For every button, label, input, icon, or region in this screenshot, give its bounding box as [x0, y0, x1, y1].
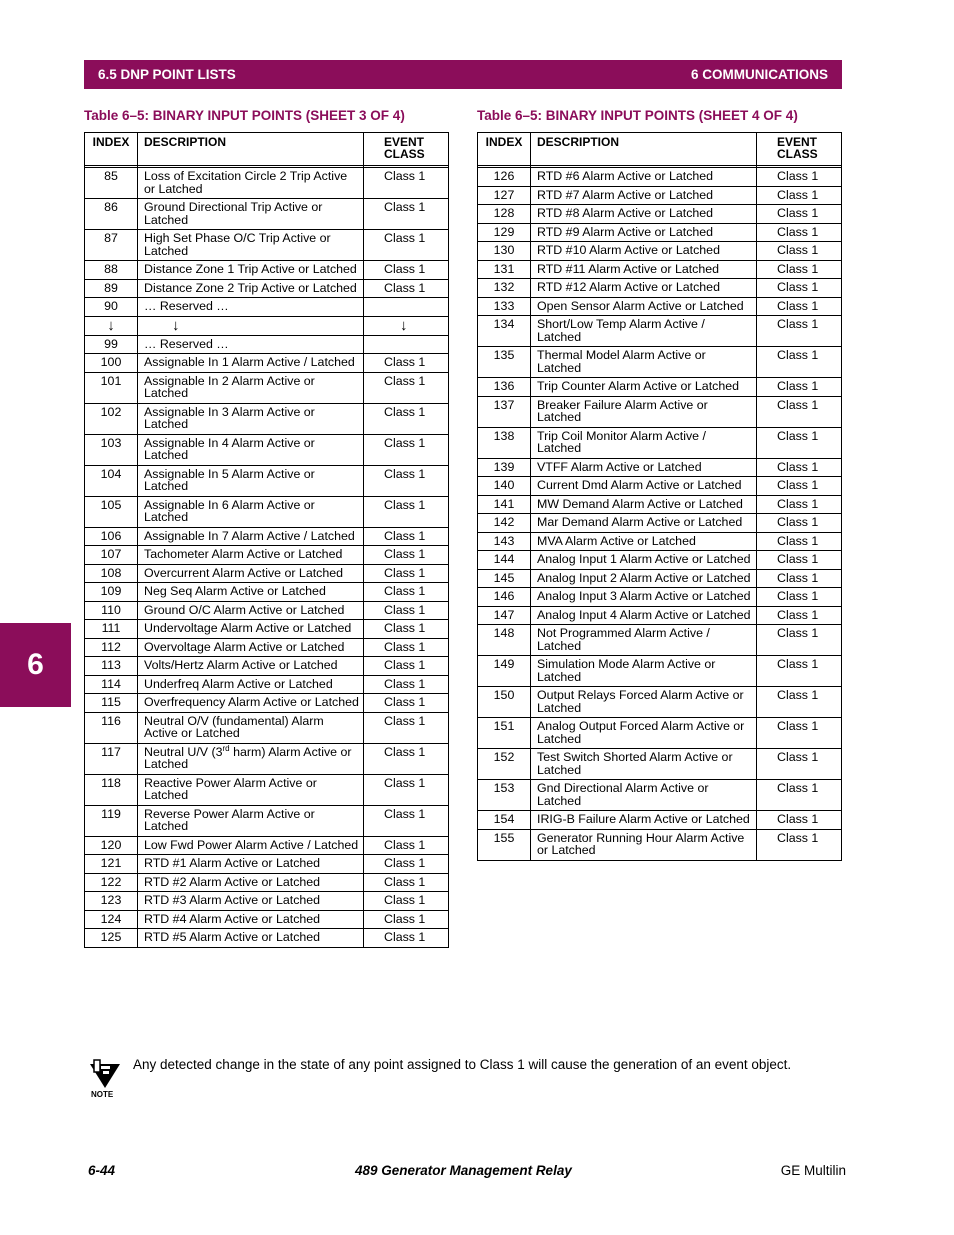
- index-cell: 101: [85, 372, 138, 403]
- description-cell: Trip Coil Monitor Alarm Active / Latched: [531, 427, 757, 458]
- event-class-cell: Class 1: [364, 546, 449, 565]
- index-cell: 150: [478, 687, 531, 718]
- table-row: [85, 564, 449, 583]
- description-cell: RTD #6 Alarm Active or Latched: [531, 168, 757, 187]
- column-header-event-class: EVENT CLASS: [364, 133, 449, 166]
- index-cell: 135: [478, 347, 531, 378]
- note-text: Any detected change in the state of any point assigned to Class 1 will cause the generation of an event object.: [133, 1057, 792, 1072]
- table-row: [85, 261, 449, 280]
- index-cell: 100: [85, 354, 138, 373]
- description-cell: Not Programmed Alarm Active / Latched: [531, 625, 757, 656]
- description-cell: Reverse Power Alarm Active or Latched: [138, 805, 364, 836]
- table-header-row: [85, 133, 449, 166]
- event-class-cell: Class 1: [364, 199, 449, 230]
- table-row: [85, 638, 449, 657]
- description-cell: Generator Running Hour Alarm Active or Latched: [531, 829, 757, 860]
- event-class-cell: Class 1: [364, 620, 449, 639]
- event-class-cell: Class 1: [364, 929, 449, 948]
- index-cell: 86: [85, 199, 138, 230]
- table-body: [478, 168, 842, 861]
- event-class-cell: Class 1: [757, 718, 842, 749]
- table-body: [85, 168, 449, 948]
- description-cell: Mar Demand Alarm Active or Latched: [531, 514, 757, 533]
- description-cell: Ground O/C Alarm Active or Latched: [138, 601, 364, 620]
- description-cell: Neg Seq Alarm Active or Latched: [138, 583, 364, 602]
- table-row: [85, 774, 449, 805]
- index-cell: 90: [85, 298, 138, 317]
- event-class-cell: Class 1: [364, 230, 449, 261]
- description-cell: RTD #4 Alarm Active or Latched: [138, 910, 364, 929]
- table-row: [478, 606, 842, 625]
- index-cell: 118: [85, 774, 138, 805]
- table-row: [478, 458, 842, 477]
- table-row: [85, 546, 449, 565]
- event-class-cell: Class 1: [364, 712, 449, 743]
- description-cell: RTD #5 Alarm Active or Latched: [138, 929, 364, 948]
- index-cell: 131: [478, 260, 531, 279]
- event-class-cell: Class 1: [757, 687, 842, 718]
- event-class-cell: Class 1: [364, 496, 449, 527]
- table-row: [478, 551, 842, 570]
- event-class-cell: Class 1: [364, 836, 449, 855]
- index-cell: 130: [478, 242, 531, 261]
- table-row: [478, 427, 842, 458]
- index-cell: 151: [478, 718, 531, 749]
- event-class-cell: Class 1: [757, 316, 842, 347]
- event-class-cell: Class 1: [757, 477, 842, 496]
- event-class-cell: [364, 298, 449, 317]
- index-cell: 117: [85, 743, 138, 774]
- description-cell: Loss of Excitation Circle 2 Trip Active or Latched: [138, 168, 364, 199]
- event-class-cell: Class 1: [757, 551, 842, 570]
- index-cell: 110: [85, 601, 138, 620]
- index-cell: 133: [478, 297, 531, 316]
- description-cell: Assignable In 6 Alarm Active or Latched: [138, 496, 364, 527]
- description-cell: Undervoltage Alarm Active or Latched: [138, 620, 364, 639]
- description-cell: MW Demand Alarm Active or Latched: [531, 495, 757, 514]
- index-cell: 108: [85, 564, 138, 583]
- event-class-cell: Class 1: [757, 205, 842, 224]
- table-row: [85, 199, 449, 230]
- index-cell: 87: [85, 230, 138, 261]
- table-row: [85, 335, 449, 354]
- index-cell: 114: [85, 675, 138, 694]
- table-row: [478, 279, 842, 298]
- table-row: [85, 403, 449, 434]
- index-cell: 113: [85, 657, 138, 676]
- description-cell: Current Dmd Alarm Active or Latched: [531, 477, 757, 496]
- description-cell: Ground Directional Trip Active or Latched: [138, 199, 364, 230]
- table-row: [478, 811, 842, 830]
- table-row: [85, 855, 449, 874]
- description-cell: Test Switch Shorted Alarm Active or Latched: [531, 749, 757, 780]
- index-cell: 103: [85, 434, 138, 465]
- index-cell: ↓: [85, 316, 138, 335]
- table-row: [85, 496, 449, 527]
- description-cell: RTD #9 Alarm Active or Latched: [531, 223, 757, 242]
- index-cell: 111: [85, 620, 138, 639]
- event-class-cell: Class 1: [757, 378, 842, 397]
- table-row: [478, 829, 842, 860]
- event-class-cell: Class 1: [757, 625, 842, 656]
- index-cell: 142: [478, 514, 531, 533]
- description-cell: Thermal Model Alarm Active or Latched: [531, 347, 757, 378]
- table-row: [478, 242, 842, 261]
- table-row: [478, 260, 842, 279]
- description-cell: Analog Input 2 Alarm Active or Latched: [531, 569, 757, 588]
- description-cell: RTD #1 Alarm Active or Latched: [138, 855, 364, 874]
- event-class-cell: Class 1: [757, 532, 842, 551]
- page-number: 6-44: [88, 1163, 116, 1178]
- event-class-cell: Class 1: [364, 583, 449, 602]
- table-row: [85, 873, 449, 892]
- event-class-cell: Class 1: [364, 638, 449, 657]
- table-row: [85, 892, 449, 911]
- description-cell: RTD #2 Alarm Active or Latched: [138, 873, 364, 892]
- index-cell: 124: [85, 910, 138, 929]
- description-cell: Overcurrent Alarm Active or Latched: [138, 564, 364, 583]
- index-cell: 115: [85, 694, 138, 713]
- description-cell: RTD #11 Alarm Active or Latched: [531, 260, 757, 279]
- description-cell: Assignable In 2 Alarm Active or Latched: [138, 372, 364, 403]
- index-cell: 136: [478, 378, 531, 397]
- table-row: [85, 168, 449, 199]
- index-cell: 121: [85, 855, 138, 874]
- description-cell: Overvoltage Alarm Active or Latched: [138, 638, 364, 657]
- description-cell: Reactive Power Alarm Active or Latched: [138, 774, 364, 805]
- event-class-cell: Class 1: [757, 260, 842, 279]
- event-class-cell: ↓: [364, 316, 449, 335]
- index-cell: 155: [478, 829, 531, 860]
- description-cell: RTD #8 Alarm Active or Latched: [531, 205, 757, 224]
- table-title-sheet-3: Table 6–5: BINARY INPUT POINTS (SHEET 3 OF 4): [84, 108, 405, 123]
- description-cell: Tachometer Alarm Active or Latched: [138, 546, 364, 565]
- chapter-tab: 6: [0, 623, 71, 707]
- section-header-bar: [84, 60, 842, 89]
- company-name: GE Multilin: [780, 1163, 846, 1178]
- event-class-cell: Class 1: [757, 458, 842, 477]
- table-row: [478, 687, 842, 718]
- event-class-cell: Class 1: [364, 873, 449, 892]
- table-row: [478, 532, 842, 551]
- event-class-cell: Class 1: [757, 495, 842, 514]
- description-cell: Analog Input 3 Alarm Active or Latched: [531, 588, 757, 607]
- description-cell: RTD #10 Alarm Active or Latched: [531, 242, 757, 261]
- column-header-index: INDEX: [85, 133, 138, 166]
- index-cell: 126: [478, 168, 531, 187]
- event-class-cell: Class 1: [364, 694, 449, 713]
- description-cell: Assignable In 1 Alarm Active / Latched: [138, 354, 364, 373]
- index-cell: 152: [478, 749, 531, 780]
- binary-input-table-sheet-4: [477, 132, 842, 861]
- index-cell: 132: [478, 279, 531, 298]
- table-row: [85, 910, 449, 929]
- index-cell: 137: [478, 396, 531, 427]
- table-row: [478, 223, 842, 242]
- description-cell: Open Sensor Alarm Active or Latched: [531, 297, 757, 316]
- index-cell: 149: [478, 656, 531, 687]
- description-cell: Neutral U/V (3rd harm) Alarm Active or Latched: [138, 743, 364, 774]
- description-cell: Distance Zone 1 Trip Active or Latched: [138, 261, 364, 280]
- event-class-cell: Class 1: [364, 743, 449, 774]
- table-row: [478, 569, 842, 588]
- event-class-cell: Class 1: [757, 749, 842, 780]
- table-row: [85, 316, 449, 335]
- description-cell: Distance Zone 2 Trip Active or Latched: [138, 279, 364, 298]
- description-cell: Neutral O/V (fundamental) Alarm Active or Latched: [138, 712, 364, 743]
- event-class-cell: Class 1: [364, 465, 449, 496]
- document-title: 489 Generator Management Relay: [355, 1163, 572, 1178]
- index-cell: 122: [85, 873, 138, 892]
- index-cell: 125: [85, 929, 138, 948]
- event-class-cell: Class 1: [364, 434, 449, 465]
- table-row: [85, 230, 449, 261]
- table-row: [478, 316, 842, 347]
- event-class-cell: Class 1: [364, 601, 449, 620]
- event-class-cell: Class 1: [364, 892, 449, 911]
- index-cell: 139: [478, 458, 531, 477]
- description-cell: Assignable In 5 Alarm Active or Latched: [138, 465, 364, 496]
- description-cell: Assignable In 3 Alarm Active or Latched: [138, 403, 364, 434]
- index-cell: 140: [478, 477, 531, 496]
- binary-input-table-sheet-3: [84, 132, 449, 948]
- event-class-cell: Class 1: [364, 354, 449, 373]
- table-row: [85, 527, 449, 546]
- description-cell: Assignable In 4 Alarm Active or Latched: [138, 434, 364, 465]
- index-cell: 148: [478, 625, 531, 656]
- event-class-cell: Class 1: [757, 588, 842, 607]
- table-row: [85, 805, 449, 836]
- index-cell: 129: [478, 223, 531, 242]
- event-class-cell: Class 1: [364, 855, 449, 874]
- event-class-cell: Class 1: [757, 297, 842, 316]
- index-cell: 119: [85, 805, 138, 836]
- event-class-cell: Class 1: [757, 427, 842, 458]
- table-row: [85, 465, 449, 496]
- index-cell: 120: [85, 836, 138, 855]
- event-class-cell: Class 1: [757, 279, 842, 298]
- event-class-cell: Class 1: [364, 675, 449, 694]
- event-class-cell: Class 1: [364, 564, 449, 583]
- index-cell: 116: [85, 712, 138, 743]
- table-row: [85, 675, 449, 694]
- event-class-cell: Class 1: [757, 656, 842, 687]
- event-class-cell: Class 1: [757, 829, 842, 860]
- description-cell: IRIG-B Failure Alarm Active or Latched: [531, 811, 757, 830]
- index-cell: 144: [478, 551, 531, 570]
- table-row: [85, 583, 449, 602]
- event-class-cell: Class 1: [364, 910, 449, 929]
- table-row: [478, 749, 842, 780]
- description-cell: Analog Input 1 Alarm Active or Latched: [531, 551, 757, 570]
- description-cell: Simulation Mode Alarm Active or Latched: [531, 656, 757, 687]
- column-header-description: DESCRIPTION: [138, 133, 364, 166]
- table-row: [85, 694, 449, 713]
- description-cell: RTD #7 Alarm Active or Latched: [531, 186, 757, 205]
- table-header-row: [478, 133, 842, 166]
- event-class-cell: Class 1: [757, 514, 842, 533]
- description-cell: Low Fwd Power Alarm Active / Latched: [138, 836, 364, 855]
- table-row: [85, 929, 449, 948]
- index-cell: 141: [478, 495, 531, 514]
- event-class-cell: Class 1: [757, 780, 842, 811]
- description-cell: Analog Input 4 Alarm Active or Latched: [531, 606, 757, 625]
- section-title: 6.5 DNP POINT LISTS: [98, 67, 236, 82]
- table-row: [85, 372, 449, 403]
- table-row: [85, 836, 449, 855]
- description-cell: High Set Phase O/C Trip Active or Latched: [138, 230, 364, 261]
- index-cell: 102: [85, 403, 138, 434]
- description-cell: Short/Low Temp Alarm Active / Latched: [531, 316, 757, 347]
- description-cell: Assignable In 7 Alarm Active / Latched: [138, 527, 364, 546]
- description-cell: Trip Counter Alarm Active or Latched: [531, 378, 757, 397]
- description-cell: VTFF Alarm Active or Latched: [531, 458, 757, 477]
- index-cell: 106: [85, 527, 138, 546]
- index-cell: 99: [85, 335, 138, 354]
- column-header-event-class: EVENT CLASS: [757, 133, 842, 166]
- event-class-cell: Class 1: [757, 569, 842, 588]
- table-row: [85, 434, 449, 465]
- index-cell: 107: [85, 546, 138, 565]
- event-class-cell: Class 1: [364, 774, 449, 805]
- description-cell: Volts/Hertz Alarm Active or Latched: [138, 657, 364, 676]
- chapter-title: 6 COMMUNICATIONS: [691, 67, 828, 82]
- event-class-cell: Class 1: [364, 168, 449, 199]
- event-class-cell: Class 1: [364, 403, 449, 434]
- table-title-sheet-4: Table 6–5: BINARY INPUT POINTS (SHEET 4 OF 4): [477, 108, 798, 123]
- table-row: [85, 620, 449, 639]
- index-cell: 109: [85, 583, 138, 602]
- column-header-description: DESCRIPTION: [531, 133, 757, 166]
- event-class-cell: Class 1: [757, 223, 842, 242]
- table-row: [478, 347, 842, 378]
- description-cell: ↓: [138, 316, 364, 335]
- event-class-cell: Class 1: [757, 811, 842, 830]
- table-row: [478, 205, 842, 224]
- description-cell: MVA Alarm Active or Latched: [531, 532, 757, 551]
- index-cell: 105: [85, 496, 138, 527]
- table-row: [478, 625, 842, 656]
- table-row: [478, 477, 842, 496]
- index-cell: 134: [478, 316, 531, 347]
- table-row: [478, 186, 842, 205]
- index-cell: 127: [478, 186, 531, 205]
- description-cell: Breaker Failure Alarm Active or Latched: [531, 396, 757, 427]
- table-row: [85, 743, 449, 774]
- table-row: [478, 780, 842, 811]
- description-cell: … Reserved …: [138, 298, 364, 317]
- table-row: [85, 354, 449, 373]
- event-class-cell: Class 1: [757, 168, 842, 187]
- table-row: [85, 601, 449, 620]
- index-cell: 147: [478, 606, 531, 625]
- index-cell: 145: [478, 569, 531, 588]
- description-cell: RTD #12 Alarm Active or Latched: [531, 279, 757, 298]
- event-class-cell: Class 1: [364, 372, 449, 403]
- table-row: [478, 656, 842, 687]
- event-class-cell: Class 1: [757, 242, 842, 261]
- table-row: [478, 297, 842, 316]
- index-cell: 128: [478, 205, 531, 224]
- index-cell: 85: [85, 168, 138, 199]
- index-cell: 89: [85, 279, 138, 298]
- index-cell: 154: [478, 811, 531, 830]
- description-cell: Gnd Directional Alarm Active or Latched: [531, 780, 757, 811]
- description-cell: Underfreq Alarm Active or Latched: [138, 675, 364, 694]
- table-row: [478, 514, 842, 533]
- event-class-cell: Class 1: [757, 396, 842, 427]
- table-row: [478, 718, 842, 749]
- table-row: [478, 378, 842, 397]
- index-cell: 143: [478, 532, 531, 551]
- description-cell: … Reserved …: [138, 335, 364, 354]
- description-cell: Overfrequency Alarm Active or Latched: [138, 694, 364, 713]
- event-class-cell: Class 1: [757, 347, 842, 378]
- event-class-cell: Class 1: [364, 261, 449, 280]
- table-row: [85, 298, 449, 317]
- table-row: [478, 588, 842, 607]
- index-cell: 104: [85, 465, 138, 496]
- index-cell: 153: [478, 780, 531, 811]
- table-row: [478, 168, 842, 187]
- event-class-cell: [364, 335, 449, 354]
- index-cell: 123: [85, 892, 138, 911]
- table-row: [85, 279, 449, 298]
- event-class-cell: Class 1: [364, 279, 449, 298]
- event-class-cell: Class 1: [364, 657, 449, 676]
- table-row: [85, 657, 449, 676]
- index-cell: 88: [85, 261, 138, 280]
- column-header-index: INDEX: [478, 133, 531, 166]
- event-class-cell: Class 1: [757, 186, 842, 205]
- event-class-cell: Class 1: [757, 606, 842, 625]
- table-row: [478, 495, 842, 514]
- description-cell: Output Relays Forced Alarm Active or Latched: [531, 687, 757, 718]
- description-cell: RTD #3 Alarm Active or Latched: [138, 892, 364, 911]
- index-cell: 146: [478, 588, 531, 607]
- index-cell: 138: [478, 427, 531, 458]
- table-row: [478, 396, 842, 427]
- description-cell: Analog Output Forced Alarm Active or Latched: [531, 718, 757, 749]
- event-class-cell: Class 1: [364, 527, 449, 546]
- table-row: [85, 712, 449, 743]
- event-class-cell: Class 1: [364, 805, 449, 836]
- index-cell: 112: [85, 638, 138, 657]
- note-label: NOTE: [91, 1090, 114, 1099]
